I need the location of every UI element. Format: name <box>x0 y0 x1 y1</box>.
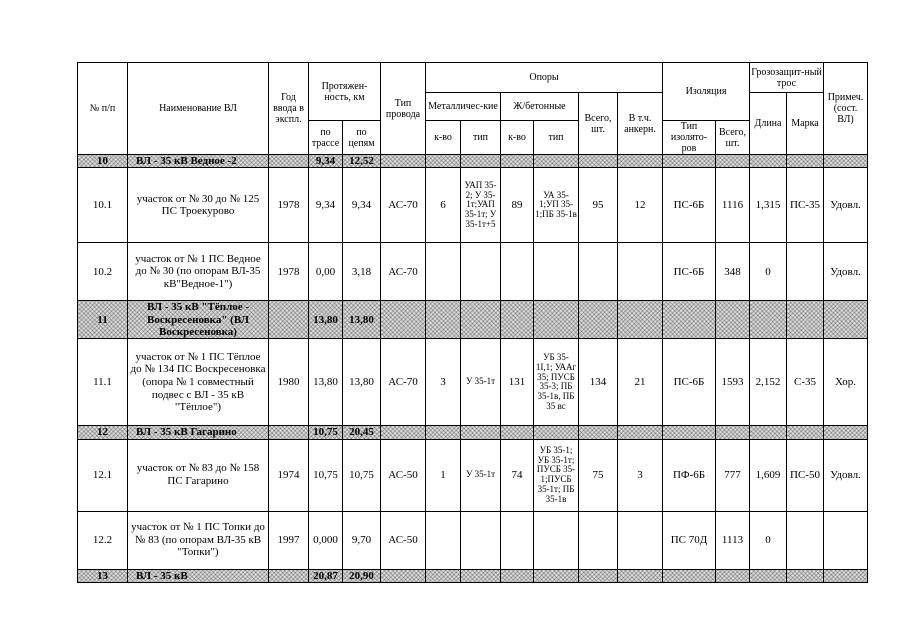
group-row <box>78 569 868 582</box>
header-anchor: В т.ч. анкерн. <box>618 93 663 155</box>
gw-len-cell: 1,315 <box>750 168 787 243</box>
ins-total-cell: 1113 <box>716 511 750 569</box>
group-empty-cell <box>618 301 663 339</box>
group-empty-cell <box>663 301 716 339</box>
route-cell: 0,000 <box>309 511 343 569</box>
group-empty-cell <box>750 301 787 339</box>
power-lines-table <box>77 62 868 583</box>
group-empty-cell <box>534 301 579 339</box>
group-empty-cell <box>663 569 716 582</box>
group-empty-cell <box>461 426 501 439</box>
group-empty-cell <box>269 301 309 339</box>
group-empty-cell <box>618 426 663 439</box>
group-empty-cell <box>269 155 309 168</box>
group-empty-cell <box>716 301 750 339</box>
group-empty-cell <box>534 426 579 439</box>
group-empty-cell <box>750 426 787 439</box>
group-empty-cell <box>824 569 868 582</box>
group-route-cell: 20,87 <box>309 569 343 582</box>
total-cell <box>579 243 618 301</box>
group-empty-cell <box>501 426 534 439</box>
note-cell: Удовл. <box>824 243 868 301</box>
wire-cell: АС-70 <box>381 243 426 301</box>
group-name-cell: ВЛ - 35 кВ Ведное -2 <box>128 155 269 168</box>
route-cell: 13,80 <box>309 339 343 426</box>
group-empty-cell <box>618 155 663 168</box>
header-insulation: Изоляция <box>663 63 750 121</box>
name-cell: участок от № 30 до № 125 ПС Троекурово <box>128 168 269 243</box>
group-empty-cell <box>824 155 868 168</box>
anchor-cell: 12 <box>618 168 663 243</box>
table-row <box>78 339 868 426</box>
circuit-cell: 3,18 <box>343 243 381 301</box>
wire-cell: АС-70 <box>381 339 426 426</box>
note-cell <box>824 511 868 569</box>
conc-count-cell: 74 <box>501 439 534 511</box>
group-num-cell: 11 <box>78 301 128 339</box>
group-empty-cell <box>618 569 663 582</box>
gw-len-cell: 0 <box>750 511 787 569</box>
table-row <box>78 511 868 569</box>
conc-type-cell: УБ 35-1I,1; УААг 35; ПУСБ 35-3; ПБ 35-1в, ПБ 35 вс <box>534 339 579 426</box>
group-row <box>78 155 868 168</box>
circuit-cell: 10,75 <box>343 439 381 511</box>
header-ground-wire: Грозозащит-ный трос <box>750 63 824 93</box>
conc-count-cell: 131 <box>501 339 534 426</box>
circuit-cell: 9,70 <box>343 511 381 569</box>
wire-cell: АС-50 <box>381 439 426 511</box>
ins-type-cell: ПС-6Б <box>663 168 716 243</box>
group-empty-cell <box>269 426 309 439</box>
group-empty-cell <box>750 569 787 582</box>
group-empty-cell <box>461 155 501 168</box>
group-name-cell: ВЛ - 35 кВ Гагарино <box>128 426 269 439</box>
group-empty-cell <box>579 301 618 339</box>
header-metal: Металличес-кие <box>426 93 501 121</box>
group-empty-cell <box>426 301 461 339</box>
table-row <box>78 439 868 511</box>
year-cell: 1978 <box>269 243 309 301</box>
group-route-cell: 10,75 <box>309 426 343 439</box>
gw-len-cell: 0 <box>750 243 787 301</box>
ins-total-cell: 1593 <box>716 339 750 426</box>
anchor-cell: 3 <box>618 439 663 511</box>
total-cell: 95 <box>579 168 618 243</box>
metal-count-cell: 1 <box>426 439 461 511</box>
group-circuit-cell: 20,90 <box>343 569 381 582</box>
group-empty-cell <box>381 569 426 582</box>
conc-type-cell <box>534 243 579 301</box>
table-row <box>78 168 868 243</box>
ins-total-cell: 348 <box>716 243 750 301</box>
metal-type-cell: У 35-1т <box>461 439 501 511</box>
group-empty-cell <box>579 569 618 582</box>
group-circuit-cell: 13,80 <box>343 301 381 339</box>
note-cell: Удовл. <box>824 439 868 511</box>
num-cell: 11.1 <box>78 339 128 426</box>
header-year: Год ввода в экспл. <box>269 63 309 155</box>
group-empty-cell <box>426 155 461 168</box>
group-empty-cell <box>501 301 534 339</box>
header-length-circuit: по цепям <box>343 121 381 155</box>
group-row <box>78 426 868 439</box>
header-supports: Опоры <box>426 63 663 93</box>
header-conc-count: к-во <box>501 121 534 155</box>
circuit-cell: 13,80 <box>343 339 381 426</box>
num-cell: 10.2 <box>78 243 128 301</box>
gw-brand-cell: ПС-50 <box>787 439 824 511</box>
route-cell: 9,34 <box>309 168 343 243</box>
header-metal-type: тип <box>461 121 501 155</box>
total-cell <box>579 511 618 569</box>
group-empty-cell <box>787 155 824 168</box>
header-concrete: Ж/бетонные <box>501 93 579 121</box>
group-route-cell: 9,34 <box>309 155 343 168</box>
group-empty-cell <box>716 426 750 439</box>
header-ins-total: Всего, шт. <box>716 121 750 155</box>
gw-len-cell: 1,609 <box>750 439 787 511</box>
group-empty-cell <box>579 155 618 168</box>
group-empty-cell <box>787 426 824 439</box>
table-row <box>78 243 868 301</box>
metal-count-cell: 6 <box>426 168 461 243</box>
header-note: Примеч. (сост. ВЛ) <box>824 63 868 155</box>
group-empty-cell <box>663 155 716 168</box>
ins-type-cell: ПС 70Д <box>663 511 716 569</box>
group-empty-cell <box>534 155 579 168</box>
group-empty-cell <box>787 569 824 582</box>
ins-type-cell: ПС-6Б <box>663 243 716 301</box>
group-empty-cell <box>426 569 461 582</box>
group-empty-cell <box>824 426 868 439</box>
group-name-cell: ВЛ - 35 кВ "Тёплое - Воскресеновка" (ВЛ Воскресеновка) <box>128 301 269 339</box>
year-cell: 1997 <box>269 511 309 569</box>
group-empty-cell <box>461 569 501 582</box>
header-gw-brand: Марка <box>787 93 824 155</box>
group-empty-cell <box>824 301 868 339</box>
conc-count-cell <box>501 243 534 301</box>
group-empty-cell <box>750 155 787 168</box>
group-row <box>78 301 868 339</box>
num-cell: 12.2 <box>78 511 128 569</box>
group-empty-cell <box>716 569 750 582</box>
route-cell: 0,00 <box>309 243 343 301</box>
year-cell: 1980 <box>269 339 309 426</box>
header-length: Протяжен-ность, км <box>309 63 381 121</box>
header-wire-type: Тип провода <box>381 63 426 155</box>
group-empty-cell <box>716 155 750 168</box>
header-name: Наименование ВЛ <box>128 63 269 155</box>
header-length-route: по трассе <box>309 121 343 155</box>
group-circuit-cell: 20,45 <box>343 426 381 439</box>
header-total: Всего, шт. <box>579 93 618 155</box>
group-empty-cell <box>534 569 579 582</box>
metal-count-cell <box>426 511 461 569</box>
total-cell: 134 <box>579 339 618 426</box>
group-empty-cell <box>501 569 534 582</box>
header-num: № п/п <box>78 63 128 155</box>
ins-type-cell: ПФ-6Б <box>663 439 716 511</box>
metal-type-cell <box>461 511 501 569</box>
ins-total-cell: 777 <box>716 439 750 511</box>
total-cell: 75 <box>579 439 618 511</box>
note-cell: Удовл. <box>824 168 868 243</box>
ins-type-cell: ПС-6Б <box>663 339 716 426</box>
group-empty-cell <box>426 426 461 439</box>
gw-brand-cell: С-35 <box>787 339 824 426</box>
name-cell: участок от № 1 ПС Тёплое до № 134 ПС Воскресеновка (опора № 1 совместный подвес с ВЛ - 35 кВ "Тёплое") <box>128 339 269 426</box>
num-cell: 12.1 <box>78 439 128 511</box>
gw-len-cell: 2,152 <box>750 339 787 426</box>
header-conc-type: тип <box>534 121 579 155</box>
metal-count-cell <box>426 243 461 301</box>
name-cell: участок от № 83 до № 158 ПС Гагарино <box>128 439 269 511</box>
group-empty-cell <box>663 426 716 439</box>
route-cell: 10,75 <box>309 439 343 511</box>
conc-type-cell <box>534 511 579 569</box>
circuit-cell: 9,34 <box>343 168 381 243</box>
group-empty-cell <box>381 426 426 439</box>
anchor-cell <box>618 243 663 301</box>
group-num-cell: 12 <box>78 426 128 439</box>
group-empty-cell <box>381 155 426 168</box>
group-num-cell: 13 <box>78 569 128 582</box>
metal-count-cell: 3 <box>426 339 461 426</box>
gw-brand-cell <box>787 511 824 569</box>
name-cell: участок от № 1 ПС Ведное до № 30 (по опорам ВЛ-35 кВ"Ведное-1") <box>128 243 269 301</box>
wire-cell: АС-70 <box>381 168 426 243</box>
group-route-cell: 13,80 <box>309 301 343 339</box>
metal-type-cell: У 35-1т <box>461 339 501 426</box>
conc-count-cell <box>501 511 534 569</box>
group-empty-cell <box>501 155 534 168</box>
group-empty-cell <box>381 301 426 339</box>
header-gw-length: Длина <box>750 93 787 155</box>
ins-total-cell: 1116 <box>716 168 750 243</box>
group-num-cell: 10 <box>78 155 128 168</box>
year-cell: 1974 <box>269 439 309 511</box>
group-empty-cell <box>579 426 618 439</box>
year-cell: 1978 <box>269 168 309 243</box>
note-cell: Хор. <box>824 339 868 426</box>
gw-brand-cell: ПС-35 <box>787 168 824 243</box>
conc-type-cell: УБ 35-1; УБ 35-1т; ПУСБ 35-1;ПУСБ 35-1т; ПБ 35-1в <box>534 439 579 511</box>
header-insulator-type: Тип изолято-ров <box>663 121 716 155</box>
anchor-cell <box>618 511 663 569</box>
group-empty-cell <box>461 301 501 339</box>
group-circuit-cell: 12,52 <box>343 155 381 168</box>
name-cell: участок от № 1 ПС Топки до № 83 (по опорам ВЛ-35 кВ "Топки") <box>128 511 269 569</box>
num-cell: 10.1 <box>78 168 128 243</box>
metal-type-cell <box>461 243 501 301</box>
group-empty-cell <box>269 569 309 582</box>
header-metal-count: к-во <box>426 121 461 155</box>
conc-type-cell: УА 35-1;УП 35-1;ПБ 35-1в <box>534 168 579 243</box>
anchor-cell: 21 <box>618 339 663 426</box>
gw-brand-cell <box>787 243 824 301</box>
wire-cell: АС-50 <box>381 511 426 569</box>
group-name-cell: ВЛ - 35 кВ <box>128 569 269 582</box>
group-empty-cell <box>787 301 824 339</box>
metal-type-cell: УАП 35-2; У 35-1т;УАП 35-1т; У 35-1т+5 <box>461 168 501 243</box>
conc-count-cell: 89 <box>501 168 534 243</box>
